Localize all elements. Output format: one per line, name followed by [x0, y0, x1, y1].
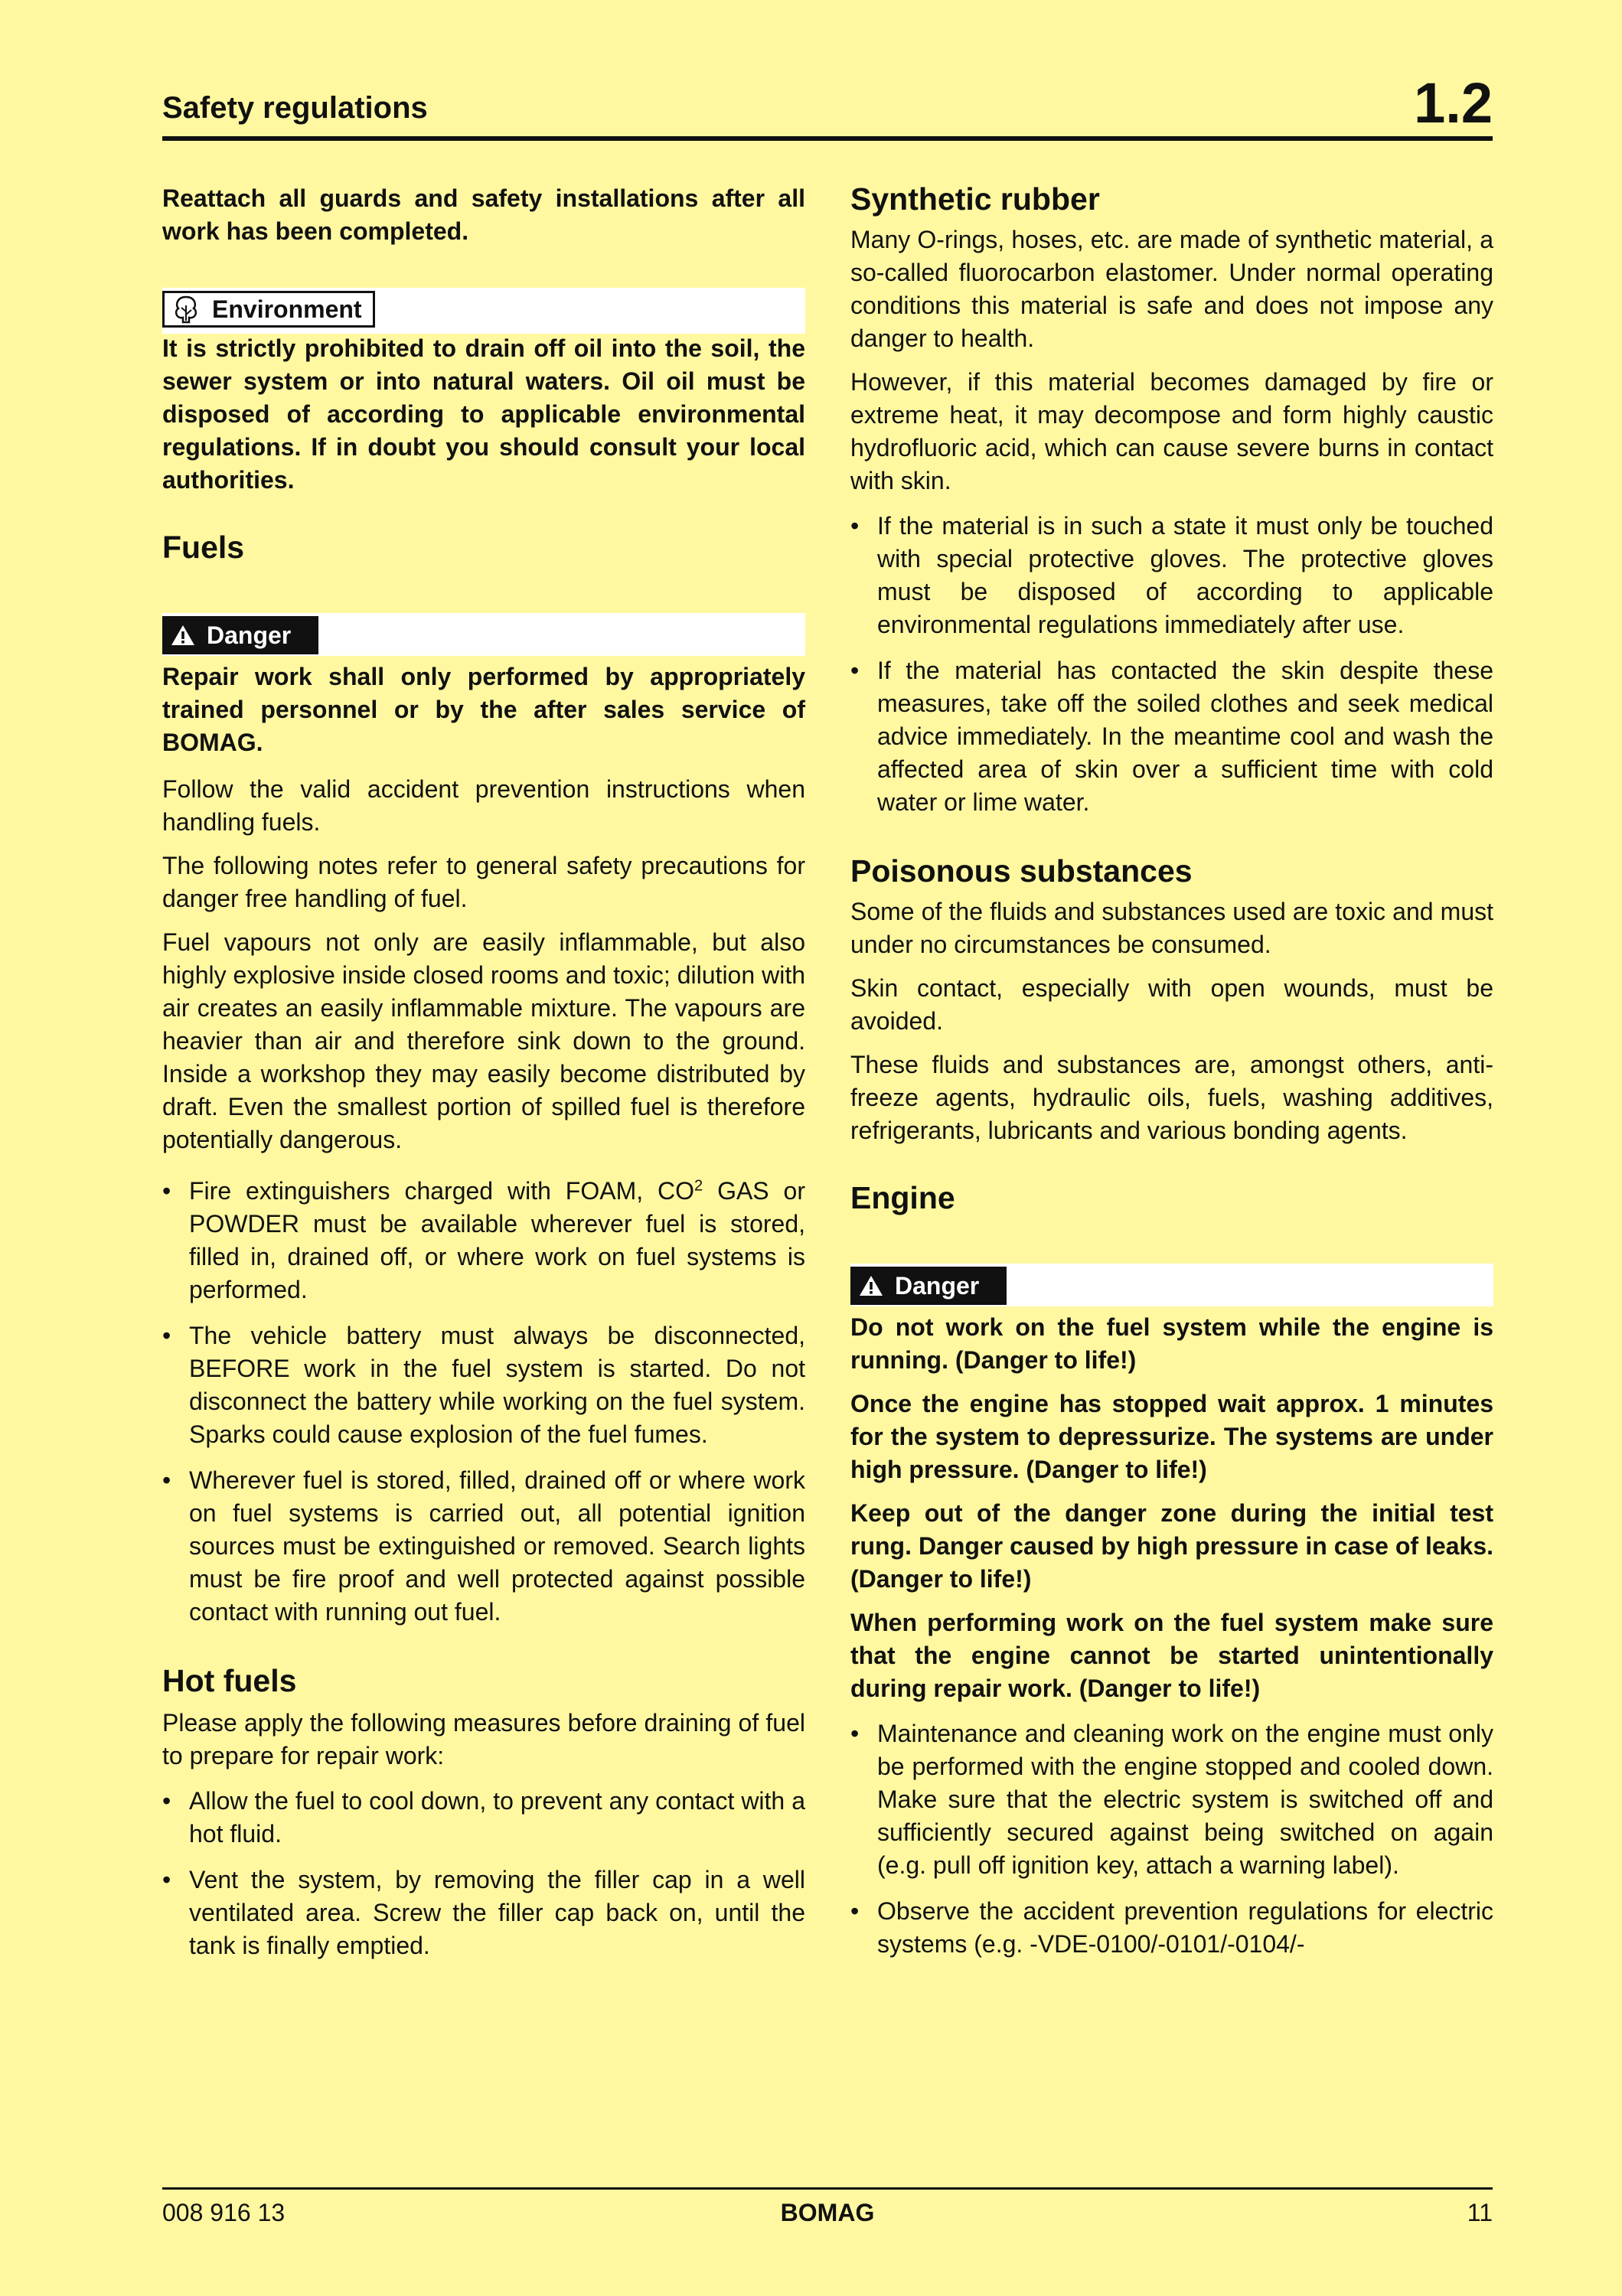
- list-item: • If the material has contacted the skin despite these measures, take off the soiled clothes and seek medical advice immediately. In the meantime cool and wash the affected area of skin over a sufficient time with cold water or lime water.: [850, 654, 1493, 819]
- environment-label-text: Environment: [212, 295, 362, 323]
- synthetic-rubber-list: [850, 510, 1493, 819]
- danger-text: Do not work on the fuel system while the engine is running. (Danger to life!): [850, 1313, 1493, 1374]
- section-number: 1.2: [1414, 71, 1493, 135]
- environment-notice: [162, 288, 805, 334]
- intro-text: Reattach all guards and safety installations after all work has been completed.: [162, 184, 805, 245]
- page-header: [162, 61, 1493, 141]
- synthetic-rubber-heading: Synthetic rubber: [850, 181, 1100, 217]
- brand-name: BOMAG: [780, 2199, 875, 2226]
- list-item: • Maintenance and cleaning work on the engine must only be performed with the engine stopped and cooled down. Make sure that the electric system is switched off and sufficiently secured against being switched on again (e.g. pull off ignition key, attach a warning label).: [850, 1717, 1493, 1882]
- fuels-heading: Fuels: [162, 530, 245, 565]
- list-item: • Allow the fuel to cool down, to prevent any contact with a hot fluid.: [162, 1785, 805, 1851]
- danger-label-text: Danger: [207, 621, 292, 649]
- superscript: 2: [694, 1177, 703, 1195]
- danger-text: Once the engine has stopped wait approx. 1 minutes for the system to depressurize. The systems are under high pressure. (Danger to life!): [850, 1390, 1493, 1483]
- environment-text: It is strictly prohibited to drain off oil into the soil, the sewer system or into natural waters. Oil oil must be disposed of according to applicable environmental regulations. If in doubt you should consult your local authorities.: [162, 334, 805, 494]
- paragraph: Skin contact, especially with open wounds, must be avoided.: [850, 974, 1493, 1035]
- engine-list: [850, 1717, 1493, 1961]
- paragraph: The following notes refer to general safety precautions for danger free handling of fuel.: [162, 852, 805, 912]
- danger-notice-engine: [850, 1264, 1493, 1306]
- list-item: • Vent the system, by removing the filler cap in a well ventilated area. Screw the filler cap back on, until the tank is finally emptied.: [162, 1864, 805, 1962]
- paragraph: Some of the fluids and substances used are toxic and must under no circumstances be consumed.: [850, 898, 1493, 958]
- paragraph: These fluids and substances are, amongst others, anti-freeze agents, hydraulic oils, fuels, washing additives, refrigerants, lubricants and various bonding agents.: [850, 1051, 1493, 1144]
- list-item: • Fire extinguishers charged with FOAM, $CO^2$ GAS or POWDER must be available wherever fuel is stored, filled in, drained off, or where work on fuel systems is performed.: [162, 1175, 805, 1306]
- hot-fuels-list: [162, 1785, 805, 1962]
- warning-triangle-icon: [170, 624, 196, 647]
- danger-text-fuels: Repair work shall only performed by appropriately trained personnel or by the after sales service of BOMAG.: [162, 663, 805, 756]
- paragraph: However, if this material becomes damaged by fire or extreme heat, it may decompose and form highly caustic hydrofluoric acid, which can cause severe burns in contact with skin.: [850, 368, 1493, 494]
- paragraph: Many O-rings, hoses, etc. are made of synthetic material, a so-called fluorocarbon elastomer. Under normal operating conditions this material is safe and does not impose any danger to health.: [850, 226, 1493, 352]
- environment-icon: [171, 295, 201, 324]
- list-item: • If the material is in such a state it must only be touched with special protective gloves. The protective gloves must be disposed of according to applicable environmental regulations immediately after use.: [850, 510, 1493, 641]
- left-column: [162, 182, 805, 1975]
- danger-notice-fuels: [162, 613, 805, 656]
- poisonous-substances-heading: Poisonous substances: [850, 853, 1193, 889]
- danger-text: When performing work on the fuel system make sure that the engine cannot be started unintentionally during repair work. (Danger to life!): [850, 1609, 1493, 1702]
- fuel-safety-list: [162, 1175, 805, 1629]
- hot-fuels-heading: Hot fuels: [162, 1663, 297, 1698]
- list-item: • The vehicle battery must always be disconnected, BEFORE work in the fuel system is started. Do not disconnect the battery while working on the fuel system. Sparks could cause explosion of the fuel fumes.: [162, 1319, 805, 1451]
- list-item: • Observe the accident prevention regulations for electric systems (e.g. -VDE-0100/-0101/-0104/-: [850, 1895, 1493, 1961]
- right-column: [850, 182, 1493, 1974]
- page-title: Safety regulations: [162, 91, 428, 125]
- page-footer: [162, 2187, 1493, 2226]
- warning-triangle-icon: [858, 1274, 884, 1297]
- paragraph: Please apply the following measures before draining of fuel to prepare for repair work:: [162, 1709, 805, 1769]
- danger-text: Keep out of the danger zone during the initial test rung. Danger caused by high pressure in case of leaks. (Danger to life!): [850, 1499, 1493, 1593]
- paragraph: Fuel vapours not only are easily inflammable, but also highly explosive inside closed rooms and toxic; dilution with air creates an easily inflammable mixture. The vapours are heavier than air and therefore sink down to the ground. Inside a workshop they may easily become distributed by draft. Even the smallest portion of spilled fuel is therefore potentially dangerous.: [162, 928, 805, 1153]
- list-item: • Wherever fuel is stored, filled, drained off or where work on fuel systems is carried out, all potential ignition sources must be extinguished or removed. Search lights must be fire proof and well protected against possible contact with running out fuel.: [162, 1464, 805, 1629]
- engine-heading: Engine: [850, 1180, 955, 1215]
- danger-label: [850, 1267, 1007, 1305]
- danger-label: [162, 616, 318, 654]
- document-number: 008 916 13: [162, 2199, 286, 2226]
- environment-label: [162, 291, 375, 328]
- page-number: 11: [1467, 2199, 1493, 2226]
- danger-label-text: Danger: [895, 1271, 980, 1300]
- paragraph: Follow the valid accident prevention instructions when handling fuels.: [162, 775, 805, 836]
